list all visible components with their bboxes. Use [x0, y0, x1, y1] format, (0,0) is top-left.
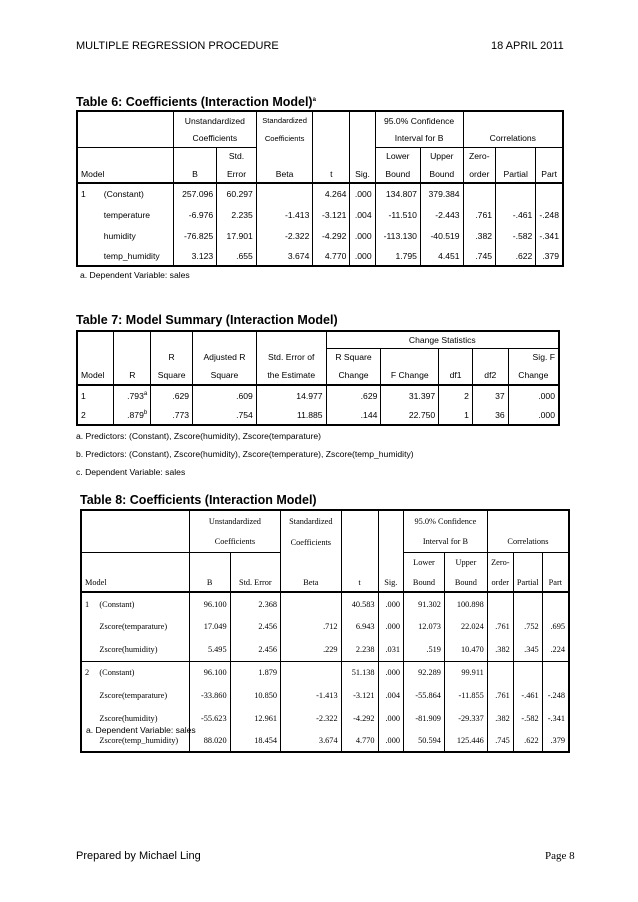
cell-partial: .622 — [496, 246, 536, 266]
table7-header-row-2 — [77, 348, 559, 366]
table-row — [81, 661, 569, 684]
cell-sig: .000 — [378, 592, 403, 615]
table8-caption: Table 8: Coefficients (Interaction Model) — [80, 493, 317, 507]
cell-lower: 91.302 — [404, 592, 445, 615]
table6-header-order: order — [463, 165, 495, 183]
table-row — [77, 204, 563, 225]
cell-upper: -40.519 — [420, 225, 463, 246]
cell-t: -3.121 — [313, 204, 350, 225]
table6-coefficients — [76, 110, 564, 267]
cell-f-change: 31.397 — [381, 385, 439, 405]
table7-model-summary — [76, 330, 560, 426]
table7-header-sig-f: Sig. F — [532, 352, 555, 363]
page-footer-page-number: Page 8 — [545, 850, 575, 862]
page-header-title: MULTIPLE REGRESSION PROCEDURE — [76, 40, 279, 52]
row-label: humidity — [101, 225, 174, 246]
cell-b: 5.495 — [189, 638, 230, 661]
table6-header-lower: Lower — [375, 147, 420, 165]
table7-header-row-3 — [77, 366, 559, 385]
cell-std-error: 1.879 — [230, 661, 280, 684]
table8-header-t: t — [341, 573, 378, 592]
cell-upper: 99.911 — [444, 661, 487, 684]
cell-partial: -.461 — [496, 204, 536, 225]
table8-header-partial: Partial — [513, 573, 542, 592]
table6-model-number: 1 — [81, 189, 86, 199]
table7-footnote-b: b. Predictors: (Constant), Zscore(humidity), Zscore(temperature), Zscore(temp_humidity) — [76, 449, 414, 459]
cell-sig: .000 — [350, 246, 375, 266]
cell-beta: .712 — [281, 615, 342, 638]
table8-coefficients — [80, 509, 570, 753]
table6-header-zero: Zero- — [463, 147, 495, 165]
cell-std-error: 2.368 — [230, 592, 280, 615]
cell-t: 40.583 — [341, 592, 378, 615]
cell-df2: 36 — [472, 405, 508, 425]
cell-zero-order — [487, 592, 513, 615]
cell-b: 96.100 — [189, 592, 230, 615]
table-row — [77, 385, 559, 405]
cell-upper: -11.855 — [444, 684, 487, 707]
cell-zero-order: .382 — [463, 225, 495, 246]
cell-sig-f: .000 — [538, 390, 555, 401]
cell-lower: -81.909 — [404, 707, 445, 730]
table6-header-lower-bound: Bound — [375, 165, 420, 183]
cell-std-error: 2.235 — [217, 204, 257, 225]
cell-beta — [281, 661, 342, 684]
cell-df2: 37 — [472, 385, 508, 405]
cell-lower: -11.510 — [375, 204, 420, 225]
cell-partial — [513, 661, 542, 684]
table-row — [77, 183, 563, 204]
table-row — [81, 638, 569, 661]
table6-header-row-4 — [77, 165, 563, 183]
table8-header-model: Model — [81, 573, 189, 592]
table6-header-unstandardized: Unstandardized — [173, 111, 256, 129]
row-label: Zscore(temp_humidity) — [96, 730, 189, 752]
table8-header-b: B — [189, 573, 230, 592]
cell-partial: -.582 — [513, 707, 542, 730]
cell-upper: 100.898 — [444, 592, 487, 615]
cell-std-error: 14.977 — [256, 385, 326, 405]
table6-header-t: t — [313, 165, 350, 183]
cell-std-error: 2.456 — [230, 638, 280, 661]
table8-header-std-coefficients: Coefficients — [281, 532, 342, 552]
row-label: Zscore(temparature) — [96, 615, 189, 638]
cell-lower: 1.795 — [375, 246, 420, 266]
table8-model-1: 1 — [85, 599, 90, 609]
cell-sig: .000 — [350, 225, 375, 246]
cell-part: .379 — [550, 736, 565, 745]
cell-std-error: 18.454 — [230, 730, 280, 752]
cell-partial: -.582 — [496, 225, 536, 246]
cell-partial: .622 — [513, 730, 542, 752]
table7-header-adjusted-r: Adjusted R — [193, 348, 257, 366]
cell-t: 51.138 — [341, 661, 378, 684]
cell-df1: 1 — [439, 405, 473, 425]
cell-zero-order: .761 — [463, 204, 495, 225]
cell-lower: .519 — [404, 638, 445, 661]
cell-r-square-change: .629 — [326, 385, 381, 405]
table-row — [81, 592, 569, 615]
cell-part: .379 — [542, 250, 559, 261]
cell-b: -55.623 — [189, 707, 230, 730]
table8-header-upper-bound: Bound — [444, 573, 487, 592]
table7-header-estimate: the Estimate — [256, 366, 326, 385]
cell-sig: .004 — [350, 204, 375, 225]
table6-header-upper-bound: Bound — [420, 165, 463, 183]
cell-adj-r-square: .754 — [193, 405, 257, 425]
cell-t: -3.121 — [341, 684, 378, 707]
cell-std-error: 10.850 — [230, 684, 280, 707]
cell-model: 1 — [77, 385, 114, 405]
table8-header-zero: Zero- — [487, 552, 513, 573]
cell-t: 4.770 — [313, 246, 350, 266]
cell-sig: .000 — [378, 730, 403, 752]
cell-zero-order — [487, 661, 513, 684]
table8-header-row-1 — [81, 510, 569, 532]
table8-header-order: order — [487, 573, 513, 592]
cell-t: -4.292 — [341, 707, 378, 730]
cell-beta: -2.322 — [281, 707, 342, 730]
cell-partial — [496, 183, 536, 204]
table7-header-f-change: F Change — [381, 366, 439, 385]
table6-header-confidence: 95.0% Confidence — [375, 111, 463, 129]
cell-zero-order: .761 — [487, 615, 513, 638]
cell-part: -.341 — [547, 714, 565, 723]
cell-beta: .229 — [281, 638, 342, 661]
row-label: (Constant) — [96, 592, 189, 615]
cell-sig: .004 — [378, 684, 403, 707]
cell-sig: .031 — [378, 638, 403, 661]
table7-header-model: Model — [77, 366, 114, 385]
cell-part — [542, 592, 569, 615]
cell-sig: .000 — [350, 183, 375, 204]
table7-header-adj-square: Square — [193, 366, 257, 385]
table8-header-beta: Beta — [281, 573, 342, 592]
cell-r-square-change: .144 — [326, 405, 381, 425]
row-label: (Constant) — [96, 661, 189, 684]
page-footer-author: Prepared by Michael Ling — [76, 850, 201, 862]
cell-lower: 134.807 — [375, 183, 420, 204]
table6-footnote: a. Dependent Variable: sales — [80, 270, 190, 280]
table6-caption-footnote-mark: a — [312, 96, 316, 103]
table8-header-row-3 — [81, 552, 569, 573]
table6-header-model: Model — [77, 165, 173, 183]
table8-header-correlations: Correlations — [487, 532, 569, 552]
cell-beta: -2.322 — [256, 225, 313, 246]
table8-header-confidence: 95.0% Confidence — [404, 510, 488, 532]
cell-beta: 3.674 — [281, 730, 342, 752]
table6-header-std-coefficients: Coefficients — [256, 129, 313, 147]
table8-model-2: 2 — [85, 668, 90, 678]
cell-zero-order: .745 — [487, 730, 513, 752]
table8-header-lower-bound: Bound — [404, 573, 445, 592]
cell-std-error: .655 — [217, 246, 257, 266]
table-row — [77, 405, 559, 425]
cell-partial — [513, 592, 542, 615]
table6-header-row-3 — [77, 147, 563, 165]
table6-header-standardized: Standardized — [256, 111, 313, 129]
cell-b: 17.049 — [189, 615, 230, 638]
cell-beta — [281, 592, 342, 615]
cell-upper: -2.443 — [420, 204, 463, 225]
table8-header-row-2 — [81, 532, 569, 552]
row-label: Zscore(humidity) — [96, 707, 189, 730]
table6-header-std: Std. — [217, 147, 257, 165]
table8-header-part: Part — [542, 573, 569, 592]
cell-upper: 379.384 — [420, 183, 463, 204]
cell-b: -33.860 — [189, 684, 230, 707]
footnote-mark: a — [143, 390, 148, 397]
cell-r-square: .629 — [151, 385, 193, 405]
table8-footnote: a. Dependent Variable: sales — [86, 725, 196, 735]
cell-b: -76.825 — [173, 225, 216, 246]
table7-header-square: Square — [151, 366, 193, 385]
cell-upper: 10.470 — [444, 638, 487, 661]
cell-std-error: 2.456 — [230, 615, 280, 638]
table8-header-lower: Lower — [404, 552, 445, 573]
cell-t: 6.943 — [341, 615, 378, 638]
table6-header-row-2 — [77, 129, 563, 147]
cell-b: 3.123 — [173, 246, 216, 266]
cell-beta — [256, 183, 313, 204]
table7-header-r-col: R — [114, 366, 151, 385]
table6-header-partial: Partial — [496, 165, 536, 183]
cell-f-change: 22.750 — [381, 405, 439, 425]
cell-b: 257.096 — [173, 183, 216, 204]
cell-sig: .000 — [378, 615, 403, 638]
cell-t: 4.770 — [341, 730, 378, 752]
table6-header-coefficients: Coefficients — [173, 129, 256, 147]
cell-upper: 125.446 — [444, 730, 487, 752]
cell-std-error: 17.901 — [217, 225, 257, 246]
table-row — [81, 615, 569, 638]
table8-header-row-4 — [81, 573, 569, 592]
cell-part: -.248 — [547, 691, 565, 700]
table6-header-beta: Beta — [256, 165, 313, 183]
page-header-date: 18 APRIL 2011 — [491, 40, 564, 52]
cell-std-error: 11.885 — [256, 405, 326, 425]
cell-lower: 92.289 — [404, 661, 445, 684]
table7-header-row-1 — [77, 331, 559, 348]
table6-header-row-1 — [77, 111, 563, 129]
table8-header-upper: Upper — [444, 552, 487, 573]
cell-t: -4.292 — [313, 225, 350, 246]
cell-part: -.341 — [539, 230, 559, 241]
table8-header-std-error: Std. Error — [230, 573, 280, 592]
table6-header-correlations: Correlations — [463, 129, 563, 147]
table-row — [81, 684, 569, 707]
cell-zero-order: .761 — [487, 684, 513, 707]
cell-zero-order — [463, 183, 495, 204]
table6-header-part: Part — [536, 165, 563, 183]
cell-t: 4.264 — [313, 183, 350, 204]
table8-header-standardized: Standardized — [281, 510, 342, 532]
table8-header-sig: Sig. — [378, 573, 403, 592]
cell-std-error: 60.297 — [217, 183, 257, 204]
table7-header-df1: df1 — [439, 366, 473, 385]
cell-beta: -1.413 — [281, 684, 342, 707]
table6-header-b: B — [173, 165, 216, 183]
cell-sig-f: .000 — [538, 409, 555, 420]
cell-partial: -.461 — [513, 684, 542, 707]
cell-sig: .000 — [378, 707, 403, 730]
row-label: temperature — [101, 204, 174, 225]
table7-header-r-square: R Square — [326, 348, 381, 366]
footnote-mark: b — [143, 409, 148, 416]
cell-part: -.248 — [539, 209, 559, 220]
table6-header-error: Error — [217, 165, 257, 183]
cell-model: 2 — [77, 405, 114, 425]
cell-adj-r-square: .609 — [193, 385, 257, 405]
cell-lower: 12.073 — [404, 615, 445, 638]
table7-header-change: Change — [326, 366, 381, 385]
cell-part: .695 — [550, 622, 565, 631]
table8-header-unstandardized: Unstandardized — [189, 510, 280, 532]
cell-part — [536, 183, 563, 204]
cell-r: .879$^b$ — [114, 405, 151, 425]
cell-r: .793$^a$ — [114, 385, 151, 405]
table7-header-change-statistics: Change Statistics — [326, 331, 559, 348]
cell-df1: 2 — [439, 385, 473, 405]
cell-b: 88.020 — [189, 730, 230, 752]
table7-footnote-a: a. Predictors: (Constant), Zscore(humidity), Zscore(temparature) — [76, 431, 321, 441]
table6-header-sig: Sig. — [350, 165, 375, 183]
cell-lower: 50.594 — [404, 730, 445, 752]
table-row — [77, 225, 563, 246]
table7-header-df2: df2 — [472, 366, 508, 385]
cell-std-error: 12.961 — [230, 707, 280, 730]
cell-beta: 3.674 — [256, 246, 313, 266]
cell-zero-order: .382 — [487, 707, 513, 730]
cell-upper: -29.337 — [444, 707, 487, 730]
row-label: temp_humidity — [101, 246, 174, 266]
cell-upper: 4.451 — [420, 246, 463, 266]
cell-sig: .000 — [378, 661, 403, 684]
row-label: Zscore(humidity) — [96, 638, 189, 661]
cell-b: 96.100 — [189, 661, 230, 684]
cell-zero-order: .382 — [487, 638, 513, 661]
cell-zero-order: .745 — [463, 246, 495, 266]
table8-header-coefficients: Coefficients — [189, 532, 280, 552]
table6-header-interval: Interval for B — [375, 129, 463, 147]
table8-header-interval: Interval for B — [404, 532, 488, 552]
table6-header-upper: Upper — [420, 147, 463, 165]
cell-upper: 22.024 — [444, 615, 487, 638]
table7-header-std-error-of: Std. Error of — [256, 348, 326, 366]
table7-header-sig-change: Change — [508, 366, 559, 385]
cell-part — [542, 661, 569, 684]
cell-beta: -1.413 — [256, 204, 313, 225]
cell-t: 2.238 — [341, 638, 378, 661]
table7-caption: Table 7: Model Summary (Interaction Model) — [76, 313, 338, 327]
cell-partial: .345 — [513, 638, 542, 661]
row-label: Zscore(temparature) — [96, 684, 189, 707]
table-row — [77, 246, 563, 266]
table7-footnote-c: c. Dependent Variable: sales — [76, 467, 186, 477]
cell-r-square: .773 — [151, 405, 193, 425]
cell-lower: -113.130 — [375, 225, 420, 246]
cell-b: -6.976 — [173, 204, 216, 225]
cell-part: .224 — [542, 638, 569, 661]
row-label: (Constant) — [101, 183, 174, 204]
table6-caption: Table 6: Coefficients (Interaction Model)$^a$ — [76, 95, 316, 109]
table7-header-r: R — [151, 348, 193, 366]
cell-partial: .752 — [513, 615, 542, 638]
cell-lower: -55.864 — [404, 684, 445, 707]
